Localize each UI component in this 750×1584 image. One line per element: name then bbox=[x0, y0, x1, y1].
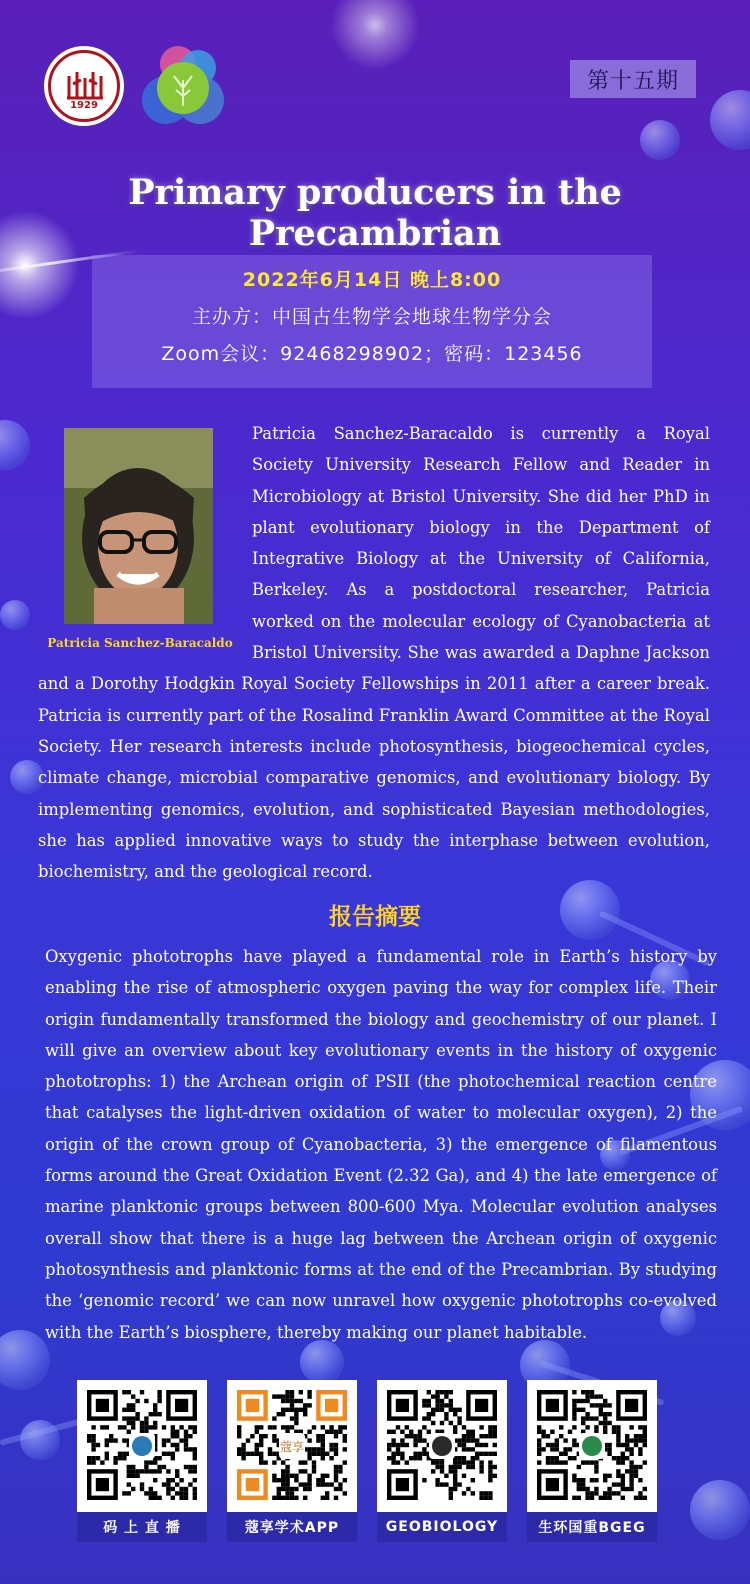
qr-label-live: 码 上 直 播 bbox=[77, 1512, 207, 1542]
speaker-photo bbox=[64, 428, 213, 624]
speaker-name-caption: Patricia Sanchez-Baracaldo bbox=[47, 636, 233, 650]
molecule-orb bbox=[690, 1480, 750, 1540]
geobiology-branch-logo bbox=[138, 44, 228, 128]
qr-label-bgeg: 生环国重BGEG bbox=[527, 1512, 657, 1542]
speaker-bio-text: Patricia Sanchez-Baracaldo is currently a Royal Society University Research Fellow and Reader in Microbiology at Bristol University. She did her PhD in plant evolutionary biology in the Department of Integrative Biology at the University of California, Berkeley. As a postdoctoral researcher, Patricia worked on the molecular ecology of Cyanobacteria at Bristol University. She was awarded a Daphne Jackson and a Dorothy Hodgkin Royal Society Fellowships in 2011 after a career break. Patricia is currently part of the Rosalind Franklin Award Committee at the Royal Society. Her research interests include photosynthesis, biogeochemical cycles, climate change, microbial comparative genomics, and evolutionary biology. By implementing genomics, evolution, and sophisticated Bayesian methodologies, she has applied innovative ways to study the interphase between evolution, biochemistry, and the geological record. bbox=[38, 424, 710, 882]
qr-label-geobiology: GEOBIOLOGY bbox=[377, 1512, 507, 1542]
qr-code-koushare-app[interactable] bbox=[227, 1380, 357, 1512]
page-title: Primary producers in the Precambrian bbox=[128, 172, 622, 254]
qr-code-live[interactable] bbox=[77, 1380, 207, 1512]
molecule-orb bbox=[0, 600, 30, 630]
zoom-meeting-info: Zoom会议：92468298902；密码：123456 bbox=[161, 343, 583, 365]
qr-code-geobiology[interactable] bbox=[377, 1380, 507, 1512]
fossil-glyph-icon bbox=[65, 68, 105, 100]
issue-badge: 第十五期 bbox=[570, 60, 696, 98]
svg-text:蔻享: 蔻享 bbox=[279, 1440, 305, 1454]
event-info-box bbox=[92, 255, 652, 388]
lens-flare bbox=[330, 0, 420, 70]
molecule-orb bbox=[710, 90, 750, 150]
qr-code-image bbox=[77, 1380, 207, 1512]
speaker-portrait bbox=[64, 428, 213, 624]
molecule-orb bbox=[0, 420, 30, 470]
molecule-orb bbox=[640, 120, 680, 160]
logo-year: 1929 bbox=[70, 100, 98, 111]
abstract-text: Oxygenic phototrophs have played a fundamental role in Earth’s history by enabling the rise of atmospheric oxygen paving the way for complex life. Their origin fundamentally transformed the biology and geochemistry of our planet. I will give an overview about key evolutionary events in the history of oxygenic phototrophs: 1) the Archean origin of PSII (the photochemical reaction centre that catalyses the light-driven oxidation of water to molecular oxygen), 2) the origin of the crown group of Cyanobacteria, 3) the emergence of filamentous forms around the Great Oxidation Event (2.32 Ga), and 4) the late emergence of marine planktonic groups between 800-600 Mya. Molecular evolution analyses overall show that there is a huge lag between the Archean origin of oxygenic photosynthesis and planktonic forms at the end of the Precambrian. By studying the ‘genomic record’ we can now unravel how oxygenic phototrophs co-evolved with the Earth’s biosphere, thereby making our planet habitable. bbox=[45, 947, 717, 1342]
qr-code-bgeg[interactable] bbox=[527, 1380, 657, 1512]
event-date: 2022年6月14日 晚上8:00 bbox=[242, 269, 502, 291]
molecule-orb bbox=[0, 1330, 50, 1390]
qr-code-image bbox=[527, 1380, 657, 1512]
society-logo bbox=[44, 46, 124, 126]
abstract-heading: 报告摘要 bbox=[329, 904, 421, 930]
event-host: 主办方：中国古生物学会地球生物学分会 bbox=[191, 306, 552, 328]
qr-code-image bbox=[377, 1380, 507, 1512]
qr-code-image bbox=[227, 1380, 357, 1512]
qr-label-koushare-app: 蔻享学术APP bbox=[227, 1512, 357, 1542]
